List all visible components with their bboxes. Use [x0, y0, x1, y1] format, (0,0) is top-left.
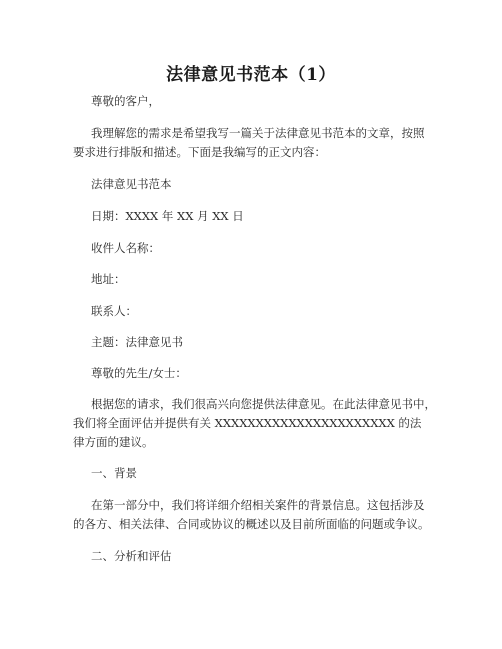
- subject-line: 主题：法律意见书: [91, 335, 183, 349]
- intro-line-2: 要求进行排版和描述。下面是我编写的正文内容：: [73, 145, 326, 159]
- address-line: 地址：: [91, 272, 126, 286]
- opening-line-2: 我们将全面评估并提供有关 XXXXXXXXXXXXXXXXXXXXXX 的法: [73, 416, 422, 430]
- greeting: 尊敬的客户，: [91, 94, 160, 108]
- section1-heading: 一、背景: [91, 466, 137, 480]
- recipient-line: 收件人名称：: [91, 241, 160, 255]
- date-line: 日期：XXXX 年 XX 月 XX 日: [91, 209, 244, 223]
- contact-line: 联系人：: [91, 304, 137, 318]
- opening-line-3: 律方面的建议。: [73, 435, 154, 449]
- document-title: 法律意见书范本（1）: [166, 65, 336, 85]
- section2-heading: 二、分析和评估: [91, 549, 172, 563]
- section1-line-2: 的各方、相关法律、合同或协议的概述以及目前所面临的问题或争议。: [73, 517, 430, 531]
- opening-line-1: 根据您的请求，我们很高兴向您提供法律意见。在此法律意见书中，: [91, 397, 436, 411]
- salutation: 尊敬的先生/女士：: [91, 366, 187, 380]
- intro-line-1: 我理解您的需求是希望我写一篇关于法律意见书范本的文章，按照: [91, 126, 425, 140]
- section1-line-1: 在第一部分中，我们将详细介绍相关案件的背景信息。这包括涉及: [91, 498, 425, 512]
- doc-heading: 法律意见书范本: [91, 177, 172, 191]
